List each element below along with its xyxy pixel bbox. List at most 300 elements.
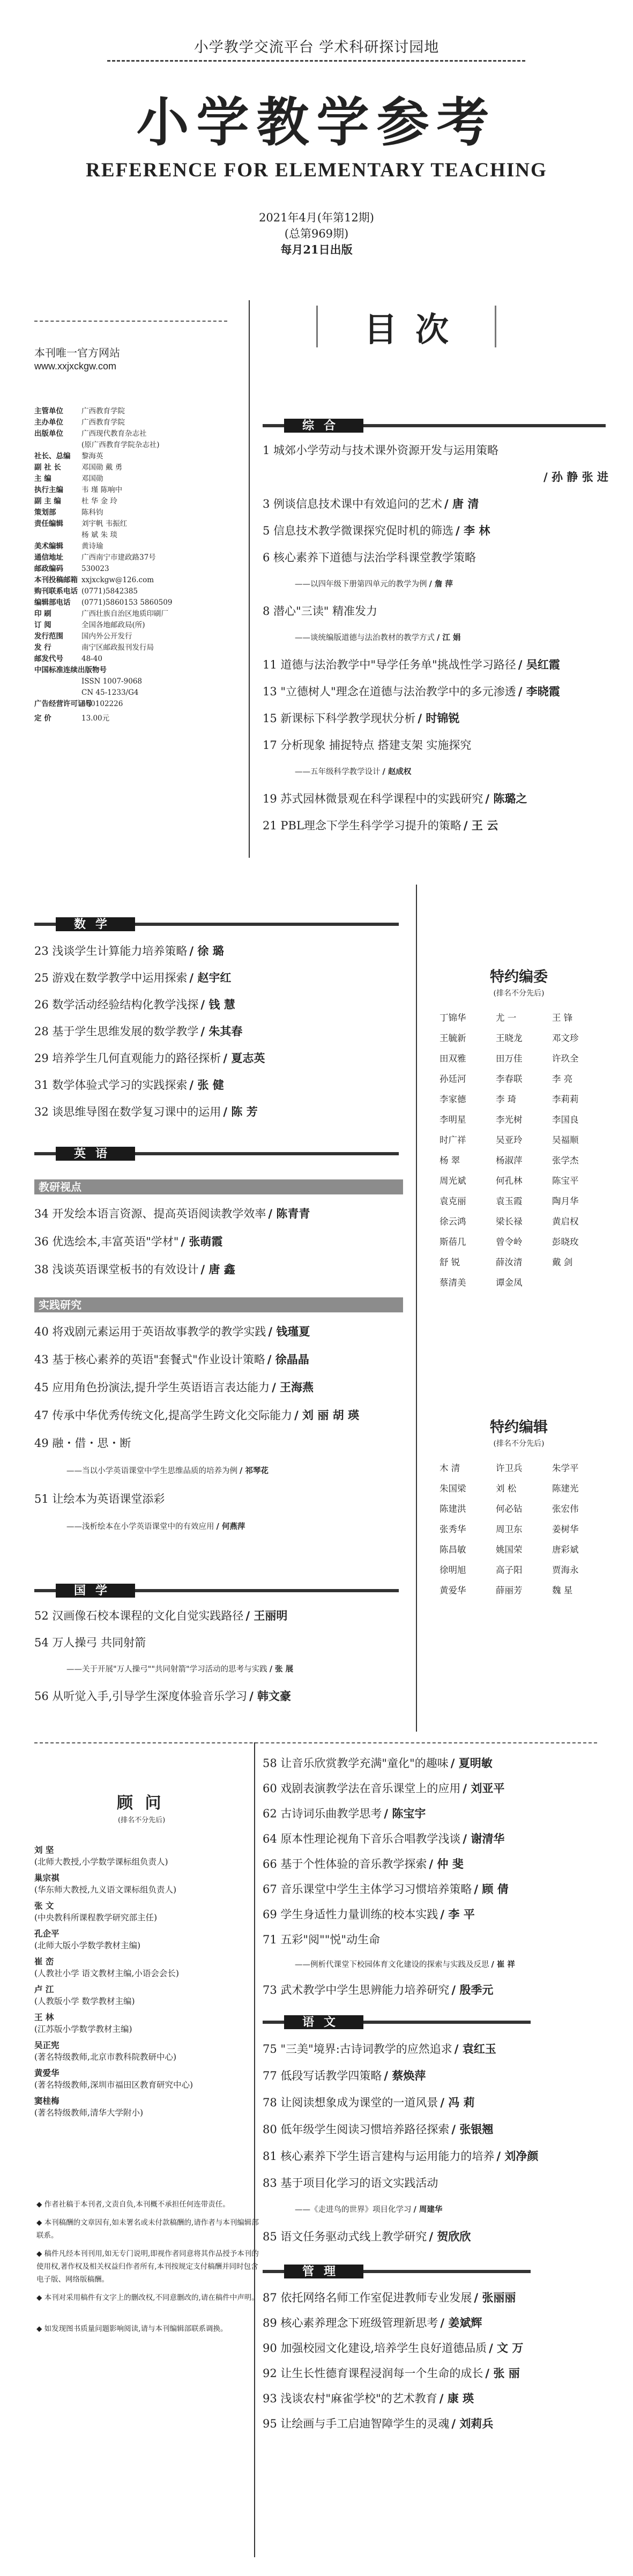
editor-name: 朱学平 — [552, 1463, 579, 1473]
toc-entry[interactable] — [263, 1781, 504, 1796]
editor-name: 张秀华 — [440, 1524, 466, 1534]
masthead-key: 执行主编 — [34, 486, 63, 494]
toc-entry[interactable] — [34, 1104, 258, 1119]
toc-entry-title: ——当以小学英语课堂中学生思维品质的培养为例 — [66, 1467, 237, 1475]
editor-name: 彭晓玫 — [552, 1237, 579, 1247]
advisor-name: 刘 坚 — [34, 1845, 54, 1855]
editor-name: 李莉莉 — [552, 1094, 579, 1104]
toc-entry-author: / 王 云 — [463, 819, 498, 832]
notice-item: ◆ 作者社稿于本刊者,文责自负,本刊概不承担任何连带责任。 — [36, 2200, 230, 2209]
toc-entry-title: 45 应用角色扮演法,提升学生英语语言表达能力 — [34, 1381, 270, 1394]
editor-row — [440, 1275, 600, 1288]
masthead-value: 广西壮族自治区地质印刷厂 — [81, 610, 168, 618]
toc-entry-author: / 谢清华 — [463, 1832, 505, 1845]
toc-entry[interactable] — [263, 1857, 464, 1872]
masthead-value: 黎海英 — [81, 452, 103, 461]
editor-name: 陈建光 — [552, 1483, 579, 1494]
masthead-key: 发行范围 — [34, 632, 63, 641]
toc-entry[interactable] — [34, 1608, 287, 1623]
editor-name: 周光斌 — [440, 1176, 466, 1186]
masthead-row — [34, 620, 238, 631]
toc-entry-title: ——谈统编版道德与法治教材的教学方式 — [295, 634, 435, 642]
editor-name: 田万佳 — [496, 1053, 523, 1064]
toc-entry-title: 77 低段写话教学四策略 — [263, 2069, 382, 2082]
toc-entry[interactable] — [34, 1078, 224, 1093]
editor-row — [440, 1133, 600, 1146]
toc-entry-title: ——五年级科学教学设计 — [295, 768, 381, 776]
toc-entry[interactable] — [295, 630, 460, 645]
editor-name: 陈建洪 — [440, 1504, 466, 1514]
editor-name: 陈昌敏 — [440, 1545, 466, 1555]
toc-entry-title: 11 道德与法治教学中"导学任务单"挑战性学习路径 — [263, 658, 516, 671]
editor-row — [440, 1031, 600, 1044]
masthead-key: 定 价 — [34, 714, 51, 723]
masthead-top-rule — [34, 321, 227, 322]
advisor-name: 孔企平 — [34, 1928, 59, 1939]
advisor — [34, 2039, 259, 2063]
advisor-desc: (人教社小学 语文教材主编,小语会会长) — [34, 1969, 179, 1978]
editor-name: 舒 锐 — [440, 1257, 460, 1267]
masthead-key: 本刊投稿邮箱 — [34, 576, 78, 584]
toc-entry-author: / 时锦锐 — [418, 711, 460, 725]
masthead-value: xxjxckgw@126.com — [81, 576, 154, 584]
toc-entry-author: / 钱 慧 — [200, 998, 235, 1011]
editors-vertical-rule — [416, 885, 417, 1732]
editor-name: 吴福顺 — [552, 1135, 579, 1145]
advisor-name: 崔 峦 — [34, 1956, 54, 1966]
toc-entry-author: / 李 林 — [456, 524, 490, 537]
toc-entry-author: / 李 平 — [440, 1907, 475, 1921]
masthead-vertical-rule — [249, 300, 250, 858]
advisor — [34, 1956, 259, 1979]
toc-entry[interactable] — [295, 764, 411, 780]
toc-entry-title: ——浅析绘本在小学英语课堂中的有效应用 — [66, 1523, 214, 1531]
advisor — [34, 2067, 259, 2091]
toc-heading-box — [316, 306, 496, 347]
editor-name: 薛汝清 — [496, 1257, 523, 1267]
toc-entry-author: / 刘 丽 胡 瑛 — [294, 1408, 359, 1422]
editor-name: 袁克丽 — [440, 1196, 466, 1206]
editor-name: 姜树华 — [552, 1524, 579, 1534]
top-slogan: 小学教学交流平台 学术科研探讨园地 — [193, 39, 440, 56]
toc-entry-author: / 张 丽 — [485, 2366, 520, 2380]
toc-entry[interactable] — [263, 791, 527, 806]
toc-entry[interactable] — [66, 1519, 245, 1534]
toc-entry-title: ——关于开展"万人操弓""共同射箭"学习活动的思考与实践 — [66, 1665, 267, 1674]
masthead-row — [34, 552, 238, 563]
section-guoxue: 国学 — [34, 1584, 135, 1597]
advisor-desc: (著名特级教师,清华大学附小) — [34, 2108, 144, 2118]
toc-entry-title: 13 "立德树人"理念在道德与法治教学中的多元渗透 — [263, 685, 516, 698]
masthead-row — [34, 417, 238, 428]
masthead-value: 全国各地邮政局(所) — [81, 621, 145, 629]
toc-entry-title: 80 低年级学生阅读习惯培养路径探索 — [263, 2123, 450, 2136]
editor-name: 李家德 — [440, 1094, 466, 1104]
toc-entry-author: / 冯 莉 — [440, 2096, 475, 2109]
toc-entry-title: 92 让生长性德育课程浸润每一个生命的成长 — [263, 2367, 483, 2380]
toc-entry[interactable] — [34, 1436, 131, 1451]
editor-row — [440, 1255, 600, 1268]
toc-entry[interactable] — [263, 2095, 475, 2110]
toc-entry-title: 32 谈思维导图在数学复习课中的运用 — [34, 1105, 221, 1118]
toc-entry-author: / 顾 倩 — [474, 1882, 509, 1896]
masthead-value: 刘宇帆 韦振红 — [81, 519, 128, 528]
toc-entry[interactable] — [34, 1024, 242, 1039]
editor-name: 徐云鸿 — [440, 1216, 466, 1227]
masthead-value: (0771)5860153 5860509 — [81, 598, 173, 607]
editor-name: 时广祥 — [440, 1135, 466, 1145]
toc-entry[interactable] — [263, 1756, 493, 1771]
toc-entry[interactable] — [263, 738, 471, 753]
editor-name: 尤 一 — [496, 1013, 517, 1023]
section-yingyu: 英语 — [34, 1147, 135, 1160]
masthead-value: 广西教育学院 — [81, 418, 125, 427]
toc-entry-title: 40 将戏剧元素运用于英语故事教学的教学实践 — [34, 1325, 266, 1338]
editor-name: 蔡清美 — [440, 1278, 466, 1288]
toc-entry[interactable] — [263, 496, 479, 511]
toc-entry-title: 49 融・借・思・断 — [34, 1437, 131, 1450]
editor-name: 朱国梁 — [440, 1483, 466, 1494]
toc-entry[interactable] — [66, 1662, 293, 1677]
special-editors-note: (排名不分先后) — [493, 989, 545, 998]
masthead-value: 邓国勋 戴 勇 — [81, 463, 123, 472]
advisor — [34, 2011, 259, 2035]
toc-entry-title: 8 潜心"三读" 精准发力 — [263, 605, 378, 618]
toc-entry-author: / 祁琴花 — [240, 1466, 269, 1475]
editor-name: 田双雅 — [440, 1053, 466, 1064]
masthead-value: 黄诗瑜 — [81, 542, 103, 551]
toc-entry-title: 6 核心素养下道德与法治学科课堂教学策略 — [263, 551, 476, 564]
masthead-row — [34, 507, 238, 518]
toc-entry[interactable] — [263, 2315, 482, 2330]
toc-entry[interactable] — [295, 2202, 442, 2217]
editor-name: 杨淑萍 — [496, 1155, 523, 1165]
advisor-desc: (江苏版小学数学教材主编) — [34, 2024, 132, 2034]
editor-name: 刘 松 — [496, 1483, 517, 1494]
masthead-row — [34, 440, 238, 451]
subsection-jiaoyan: 教研视点 — [34, 1179, 403, 1194]
toc-entry-title: 67 音乐课堂中学生主体学习习惯培养策略 — [263, 1883, 472, 1896]
advisor-desc: (著名特级教师,深圳市福田区教育研究中心) — [34, 2080, 193, 2090]
toc-entry-title: 5 信息技术教学微课探究促时机的筛选 — [263, 524, 454, 537]
toc-heading: 目次 — [363, 309, 467, 349]
masthead-key — [34, 530, 81, 541]
masthead-key: 购刊联系电话 — [34, 587, 78, 596]
toc-entry-title: 25 游戏在数学教学中运用探索 — [34, 971, 188, 984]
masthead-value: 韦 瑾 陈响中 — [81, 486, 123, 494]
toc-entry[interactable] — [263, 2290, 516, 2305]
toc-entry[interactable] — [66, 1464, 269, 1479]
toc-entry[interactable] — [34, 1635, 146, 1650]
toc-entry-author: / 江 娟 — [437, 633, 461, 642]
toc-entry[interactable] — [263, 711, 459, 726]
toc-entry-title: 58 让音乐欣赏教学充满"童化"的趣味 — [263, 1757, 449, 1770]
toc-entry[interactable] — [263, 2176, 438, 2191]
toc-entry[interactable] — [263, 2229, 471, 2244]
toc-entry[interactable] — [34, 1324, 310, 1339]
masthead-key: 副 主 编 — [34, 497, 61, 506]
editor-name: 唐彩斌 — [552, 1545, 579, 1555]
editor-name: 张学杰 — [552, 1155, 579, 1165]
toc-entry-author: / 刘净颜 — [496, 2149, 539, 2163]
toc-entry[interactable] — [263, 657, 560, 672]
toc-entry[interactable] — [34, 944, 224, 959]
toc-entry-title: 62 古诗词乐曲教学思考 — [263, 1807, 382, 1820]
toc-entry[interactable] — [295, 577, 453, 592]
toc-entry[interactable] — [263, 2366, 520, 2381]
header-divider — [107, 60, 525, 62]
toc-entry-title: 19 苏式园林微景观在科学课程中的实践研究 — [263, 792, 483, 805]
editor-name: 李 亮 — [552, 1074, 573, 1084]
masthead-value: CN 45-1233/G4 — [81, 688, 139, 697]
toc-entry-author: / 张银翘 — [451, 2122, 494, 2136]
editor-row — [440, 1563, 600, 1576]
lower-divider — [34, 1742, 597, 1743]
masthead-row — [34, 473, 238, 485]
section-yuwen: 语文 — [263, 2016, 363, 2029]
issue-total: (总第969期) — [284, 227, 349, 240]
masthead-key — [34, 440, 81, 451]
editor-name: 丁锦华 — [440, 1013, 466, 1023]
toc-entry[interactable] — [263, 684, 560, 699]
toc-entry-author: / 蔡焕萍 — [384, 2069, 426, 2082]
masthead-key: 发 行 — [34, 643, 51, 652]
toc-entry[interactable] — [34, 1408, 359, 1423]
editor-row — [440, 1502, 600, 1515]
toc-entry-title: 60 戏剧表演教学法在音乐课堂上的应用 — [263, 1782, 461, 1795]
advisors-title: 顾 问 — [117, 1794, 165, 1813]
subsection-shijian: 实践研究 — [34, 1297, 403, 1312]
notice-item: ◆ 本刊稿酬的文章因有,如未署名或未付款稿酬的,请作者与本刊编辑部联系。 — [36, 2218, 259, 2240]
toc-entry[interactable] — [263, 2341, 523, 2356]
section-zonghe: 综合 — [263, 419, 363, 432]
toc-entry-title: 73 武术教学中学生思辨能力培养研究 — [263, 1984, 450, 1996]
advisor-name: 卢 江 — [34, 1984, 54, 1994]
toc-entry[interactable] — [263, 1831, 504, 1846]
section-shuxue: 数学 — [34, 918, 135, 931]
masthead-value: 国内外公开发行 — [81, 632, 132, 641]
advisor-desc: (华东师大教授,九义语文课标组负责人) — [34, 1885, 177, 1895]
toc-entry-author: / 韩文豪 — [249, 1689, 292, 1703]
masthead-key: 邮发代号 — [34, 655, 63, 663]
toc-entry-title: 26 数学活动经验结构化教学浅探 — [34, 998, 199, 1011]
toc-entry-author: / 陈青青 — [268, 1207, 310, 1220]
editor-name: 曾令岭 — [496, 1237, 523, 1247]
masthead-row — [34, 541, 238, 552]
toc-entry[interactable] — [34, 1206, 310, 1221]
masthead-row — [34, 642, 238, 654]
editor-name: 李光树 — [496, 1115, 523, 1125]
toc-entry[interactable] — [263, 550, 476, 565]
advisor-desc: (人教版小学 数学教材主编) — [34, 1996, 135, 2006]
masthead-key: 副 社 长 — [34, 463, 61, 472]
masthead-row — [34, 406, 238, 417]
toc-entry-title: 87 依托网络名师工作室促进教师专业发展 — [263, 2291, 472, 2304]
toc-entry-author: / 詹 萍 — [429, 580, 453, 589]
advisor-desc: (北师大教授,小学数学课标组负责人) — [34, 1857, 168, 1867]
masthead-row — [34, 586, 238, 597]
editor-name: 王 锋 — [552, 1013, 573, 1023]
toc-entry[interactable] — [263, 1882, 509, 1897]
toc-entry[interactable] — [263, 1983, 493, 1998]
toc-entry-title: 69 学生身适性力量训练的校本实践 — [263, 1908, 438, 1921]
masthead-row — [34, 687, 238, 699]
masthead-row — [34, 530, 238, 541]
masthead-key: 美术编辑 — [34, 542, 63, 551]
editor-row — [440, 1072, 600, 1085]
toc-entry[interactable] — [541, 470, 608, 485]
toc-entry-title: 81 核心素养下学生语言建构与运用能力的培养 — [263, 2150, 495, 2163]
masthead-key — [34, 676, 81, 687]
toc-entry-title: 64 原本性理论视角下音乐合唱教学浅谈 — [263, 1832, 461, 1845]
toc-entry[interactable] — [34, 1051, 265, 1066]
toc-entry-author: / 陈宝宇 — [384, 1807, 426, 1820]
editor-name: 斯蓓几 — [440, 1237, 466, 1247]
editor-row — [440, 1542, 600, 1555]
masthead-key: 主办单位 — [34, 418, 63, 427]
masthead-row — [34, 462, 238, 473]
editor-row — [440, 1153, 600, 1166]
toc-entry[interactable] — [263, 2122, 493, 2137]
masthead-row — [34, 563, 238, 575]
toc-entry-author: / 夏志英 — [223, 1051, 265, 1065]
toc-entry[interactable] — [34, 997, 235, 1012]
masthead-value: 陈科钧 — [81, 508, 103, 517]
editor-name: 黄爱华 — [440, 1585, 466, 1595]
masthead — [34, 346, 238, 724]
toc-entry-title: 93 浅谈农村"麻雀学校"的艺术教育 — [263, 2392, 437, 2405]
toc-entry-title: 31 数学体验式学习的实践探索 — [34, 1079, 188, 1092]
toc-entry[interactable] — [263, 523, 490, 538]
toc-entry[interactable] — [34, 1689, 291, 1704]
advisor — [34, 1984, 259, 2007]
masthead-key: 策划部 — [34, 508, 56, 517]
editor-name: 李国良 — [552, 1115, 579, 1125]
advisor-desc: (著名特级教师,北京市教科院教研中心) — [34, 2052, 177, 2062]
toc-entry-author: / 朱其春 — [200, 1025, 243, 1038]
toc-entry[interactable] — [263, 604, 377, 619]
toc-entry-author: / 张 展 — [269, 1665, 294, 1674]
masthead-value: 48-40 — [81, 655, 102, 663]
editor-row — [440, 1481, 600, 1494]
toc-entry-author: / 崔 祥 — [491, 1960, 515, 1969]
masthead-key: 通信地址 — [34, 553, 63, 562]
masthead-value: 南宁区邮政报刊发行局 — [81, 643, 154, 652]
masthead-row — [34, 575, 238, 586]
editor-name: 谭金凤 — [496, 1278, 523, 1288]
masthead-row — [34, 676, 238, 687]
toc-entry[interactable] — [263, 2391, 474, 2406]
toc-entry[interactable] — [263, 818, 498, 833]
toc-entry-author: / 刘莉兵 — [451, 2417, 494, 2430]
toc-entry-author: / 王丽明 — [245, 1609, 288, 1622]
toc-entry-author: / 吴红霞 — [518, 658, 560, 671]
editor-name: 袁玉霞 — [496, 1196, 523, 1206]
toc-entry[interactable] — [34, 1352, 309, 1367]
toc-entry-title: 43 基于核心素养的英语"套餐式"作业设计策略 — [34, 1353, 265, 1366]
toc-entry[interactable] — [263, 2416, 493, 2431]
editor-name: 杨 翠 — [440, 1155, 460, 1165]
toc-entry-title: 95 让绘画与手工启迪智障学生的灵魂 — [263, 2417, 450, 2430]
toc-entry[interactable] — [34, 970, 231, 985]
advisor-name: 张 文 — [34, 1901, 54, 1911]
editor-name: 木 清 — [440, 1463, 460, 1473]
toc-entry[interactable] — [263, 1907, 475, 1922]
toc-entry[interactable] — [263, 1932, 380, 1947]
masthead-key: 主管单位 — [34, 407, 63, 415]
toc-entry-author: / 陈 芳 — [223, 1105, 258, 1118]
masthead-value: 邓国勋 — [81, 474, 103, 483]
toc-entry[interactable] — [34, 1262, 235, 1277]
toc-entry-author: / 刘亚平 — [463, 1781, 505, 1795]
editor-name: 魏 星 — [552, 1585, 573, 1595]
masthead-row — [34, 631, 238, 642]
editor-name: 徐明旭 — [440, 1565, 466, 1575]
advisor — [34, 1900, 259, 1924]
guest-editors-title: 特约编辑 — [490, 1419, 548, 1436]
toc-entry-author: / 唐 清 — [444, 497, 479, 510]
advisor — [34, 1928, 259, 1951]
advisor-name: 窦桂梅 — [34, 2096, 59, 2106]
toc-entry[interactable] — [34, 1234, 222, 1249]
toc-entry-title: 56 从听觉入手,引导学生深度体验音乐学习 — [34, 1690, 248, 1703]
toc-entry[interactable] — [263, 2149, 538, 2164]
masthead-value: 杨 斌 朱 琰 — [81, 531, 117, 539]
masthead-row — [34, 608, 238, 620]
editor-name: 薛丽芳 — [496, 1585, 523, 1595]
masthead-key: 出版单位 — [34, 429, 63, 438]
official-site-url[interactable]: www.xxjxckgw.com — [34, 361, 117, 372]
toc-entry[interactable] — [295, 1957, 515, 1972]
toc-entry-title: 89 核心素养理念下班级管理新思考 — [263, 2317, 438, 2329]
toc-entry-title: 52 汉画像石校本课程的文化自觉实践路径 — [34, 1609, 244, 1622]
masthead-row — [34, 496, 238, 507]
masthead-row — [34, 665, 238, 676]
editor-name: 张宏伟 — [552, 1504, 579, 1514]
editor-name: 黄启权 — [552, 1216, 579, 1227]
toc-entry[interactable] — [34, 1380, 314, 1395]
notice-item: ◆ 如发现图书质量问题影响阅读,请与本刊编辑部联系调换。 — [36, 2325, 228, 2333]
toc-entry-author: / 王海燕 — [272, 1380, 314, 1394]
editor-name: 陈宝平 — [552, 1176, 579, 1186]
toc-entry[interactable] — [263, 2068, 426, 2083]
editor-name: 邓文珍 — [552, 1033, 579, 1043]
masthead-key: 邮政编码 — [34, 565, 63, 573]
toc-entry[interactable] — [263, 1806, 426, 1821]
toc-entry-title: 15 新课标下科学教学现状分析 — [263, 712, 416, 725]
toc-entry-author: / 仲 斐 — [429, 1857, 464, 1870]
toc-entry-author: / 康 瑛 — [439, 2392, 474, 2405]
toc-entry-author: / 张萌霞 — [181, 1235, 223, 1248]
toc-entry[interactable] — [34, 1491, 165, 1506]
toc-entry-author: / 周建华 — [413, 2205, 443, 2214]
toc-entry[interactable] — [263, 2042, 496, 2057]
masthead-key: 社长、总编 — [34, 452, 71, 461]
toc-entry-author: / 陈璐之 — [485, 792, 527, 805]
toc-entry-title: ——例析代课堂下校园体育文化建设的探索与实践及反思 — [295, 1961, 489, 1969]
toc-entry[interactable] — [263, 443, 498, 458]
masthead-row — [34, 485, 238, 496]
toc-entry-author: / 袁红玉 — [454, 2042, 496, 2055]
advisors-note: (排名不分先后) — [118, 1816, 166, 1824]
toc-entry-title: 75 "三美"境界:古诗词教学的应然追求 — [263, 2043, 452, 2055]
toc-entry-title: 29 培养学生几何直观能力的路径探析 — [34, 1052, 221, 1065]
editor-name: 李 琦 — [496, 1094, 517, 1104]
issue-date: 2021年4月(年第12期) — [259, 211, 374, 224]
editor-row — [440, 1112, 600, 1125]
masthead-row — [34, 654, 238, 665]
toc-entry-title: 66 基于个性体验的音乐教学探索 — [263, 1858, 427, 1870]
